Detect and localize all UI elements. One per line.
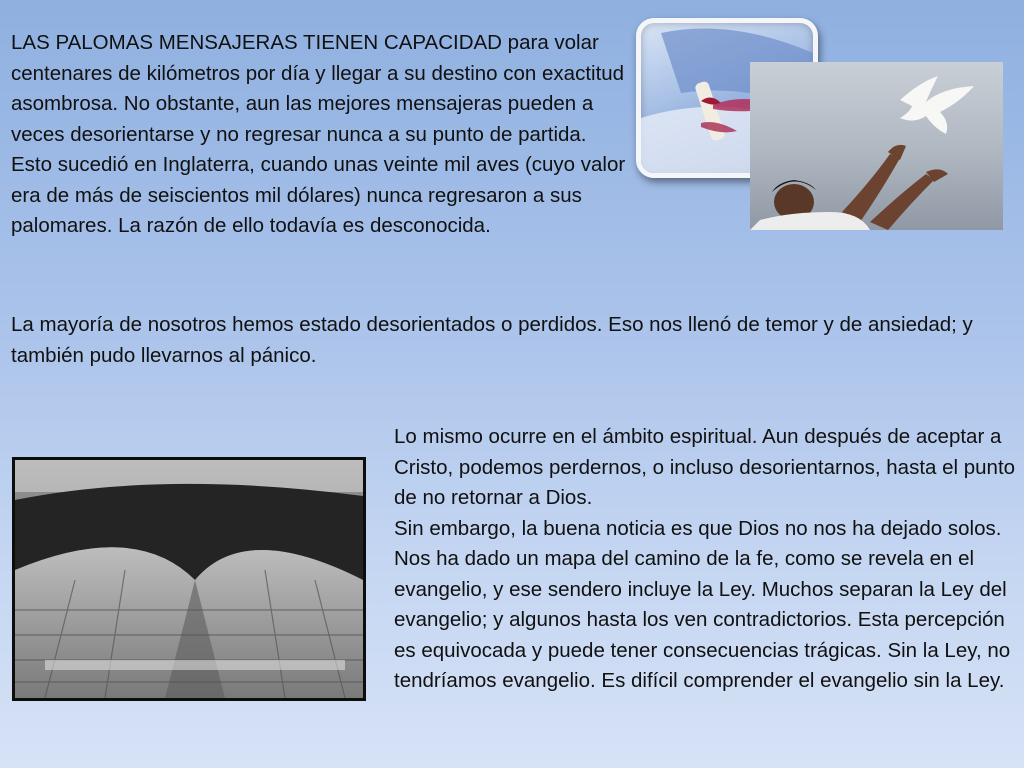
person-releasing-dove-image (750, 62, 1003, 230)
paragraph-spiritual (394, 422, 1019, 697)
forked-path-image (12, 457, 366, 701)
paragraph-spiritual-intro: Lo mismo ocurre en el ámbito espiritual. Aun después de aceptar a Cristo, podemos perdernos, o incluso desorientarnos, hasta el punto de no retornar a Dios. (394, 425, 1016, 509)
paragraph-spiritual-good-news: Sin embargo, la buena noticia es que Dios no nos ha dejado solos. Nos ha dado un mapa del camino de la fe, como se revela en el evangelio, y ese sendero incluye la Ley. Muchos separan la Ley del evangelio; y algunos hasta los ven contradictorios. Esta percepción es equivocada y puede tener consecuencias trágicas. Sin la Ley, no tendríamos evangelio. Es difícil comprender el evangelio sin la Ley. (394, 516, 1011, 692)
paragraph-carrier-pigeons: LAS PALOMAS MENSAJERAS TIENEN CAPACIDAD para volar centenares de kilómetros por día y llegar a su destino con exactitud asombrosa. No obstante, aun las mejores mensajeras pueden a veces desorientarse y no regresar nunca a su punto de partida. Esto sucedió en Inglaterra, cuando unas veinte mil aves (cuyo valor era de más de seiscientos mil dólares) nunca regresaron a sus palomares. La razón de ello todavía es desconocida. (11, 31, 626, 237)
paragraph-disoriented: La mayoría de nosotros hemos estado desorientados o perdidos. Eso nos llenó de temor y de ansiedad; y también pudo llevarnos al pánico. (11, 313, 973, 367)
